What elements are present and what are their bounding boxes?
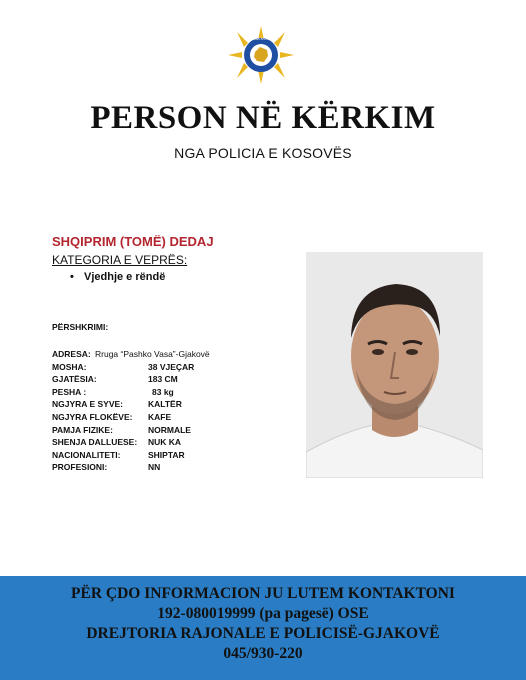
detail-value: SHIPTAR (148, 449, 185, 460)
page-subtitle: NGA POLICIA E KOSOVËS (174, 145, 352, 161)
detail-value: KALTËR (148, 399, 182, 410)
detail-row-adresa (52, 349, 292, 362)
footer-phone-free: 192-080019999 (pa pagesë) OSE (157, 605, 369, 622)
detail-label: NGJYRA FLOKËVE: (52, 411, 133, 422)
detail-row-pesha (52, 387, 292, 400)
footer-line-3: DREJTORIA RAJONALE E POLICISË-GJAKOVË (86, 625, 440, 642)
detail-value: 183 CM (148, 374, 178, 385)
detail-value: 83 kg (152, 386, 174, 397)
detail-row-profesioni (52, 462, 292, 475)
detail-label: GJATËSIA: (52, 374, 97, 385)
detail-value: NUK KA (148, 437, 182, 448)
detail-value: NN (148, 462, 161, 473)
wanted-person-name: SHQIPRIM (TOMË) DEDAJ (52, 234, 214, 249)
detail-row-gjatesia (52, 374, 292, 387)
detail-label: SHENJA DALLUESE: (52, 437, 138, 448)
detail-row-ngjyra-syve (52, 399, 292, 412)
detail-row-mosha (52, 362, 292, 375)
suspect-photo (306, 252, 483, 478)
footer-line-1: PËR ÇDO INFORMACION JU LUTEM KONTAKTONI (71, 585, 455, 602)
offense-item (70, 271, 165, 283)
detail-label: PESHA : (52, 386, 87, 397)
detail-row-nacionaliteti (52, 450, 292, 463)
bullet-icon: • (70, 271, 74, 283)
detail-label: ADRESA: (52, 349, 91, 359)
offense-category-label: KATEGORIA E VEPRËS: (52, 253, 188, 267)
description-label: PËRSHKRIMI: (52, 322, 109, 332)
police-emblem-icon (224, 26, 298, 84)
detail-row-shenja-dalluese (52, 437, 292, 450)
detail-value: KAFE (148, 411, 172, 422)
details-list (52, 349, 292, 475)
offense-text: Vjedhje e rëndë (84, 271, 166, 283)
detail-label: MOSHA: (52, 361, 87, 372)
detail-value: Rruga “Pashko Vasa”-Gjakovë (95, 349, 210, 359)
footer-phone-regional: 045/930-220 (223, 645, 303, 662)
page-title: PERSON NË KËRKIM (90, 100, 436, 136)
detail-label: PROFESIONI: (52, 462, 108, 473)
detail-value: 38 VJEÇAR (148, 361, 195, 372)
detail-row-ngjyra-flokeve (52, 412, 292, 425)
detail-label: PAMJA FIZIKE: (52, 424, 113, 435)
detail-label: NACIONALITETI: (52, 449, 121, 460)
detail-value: NORMALE (148, 424, 191, 435)
emblem-text: POLICIA KOSOVO (243, 36, 279, 41)
detail-row-pamja-fizike (52, 425, 292, 438)
detail-label: NGJYRA E SYVE: (52, 399, 124, 410)
contact-footer (0, 576, 526, 680)
